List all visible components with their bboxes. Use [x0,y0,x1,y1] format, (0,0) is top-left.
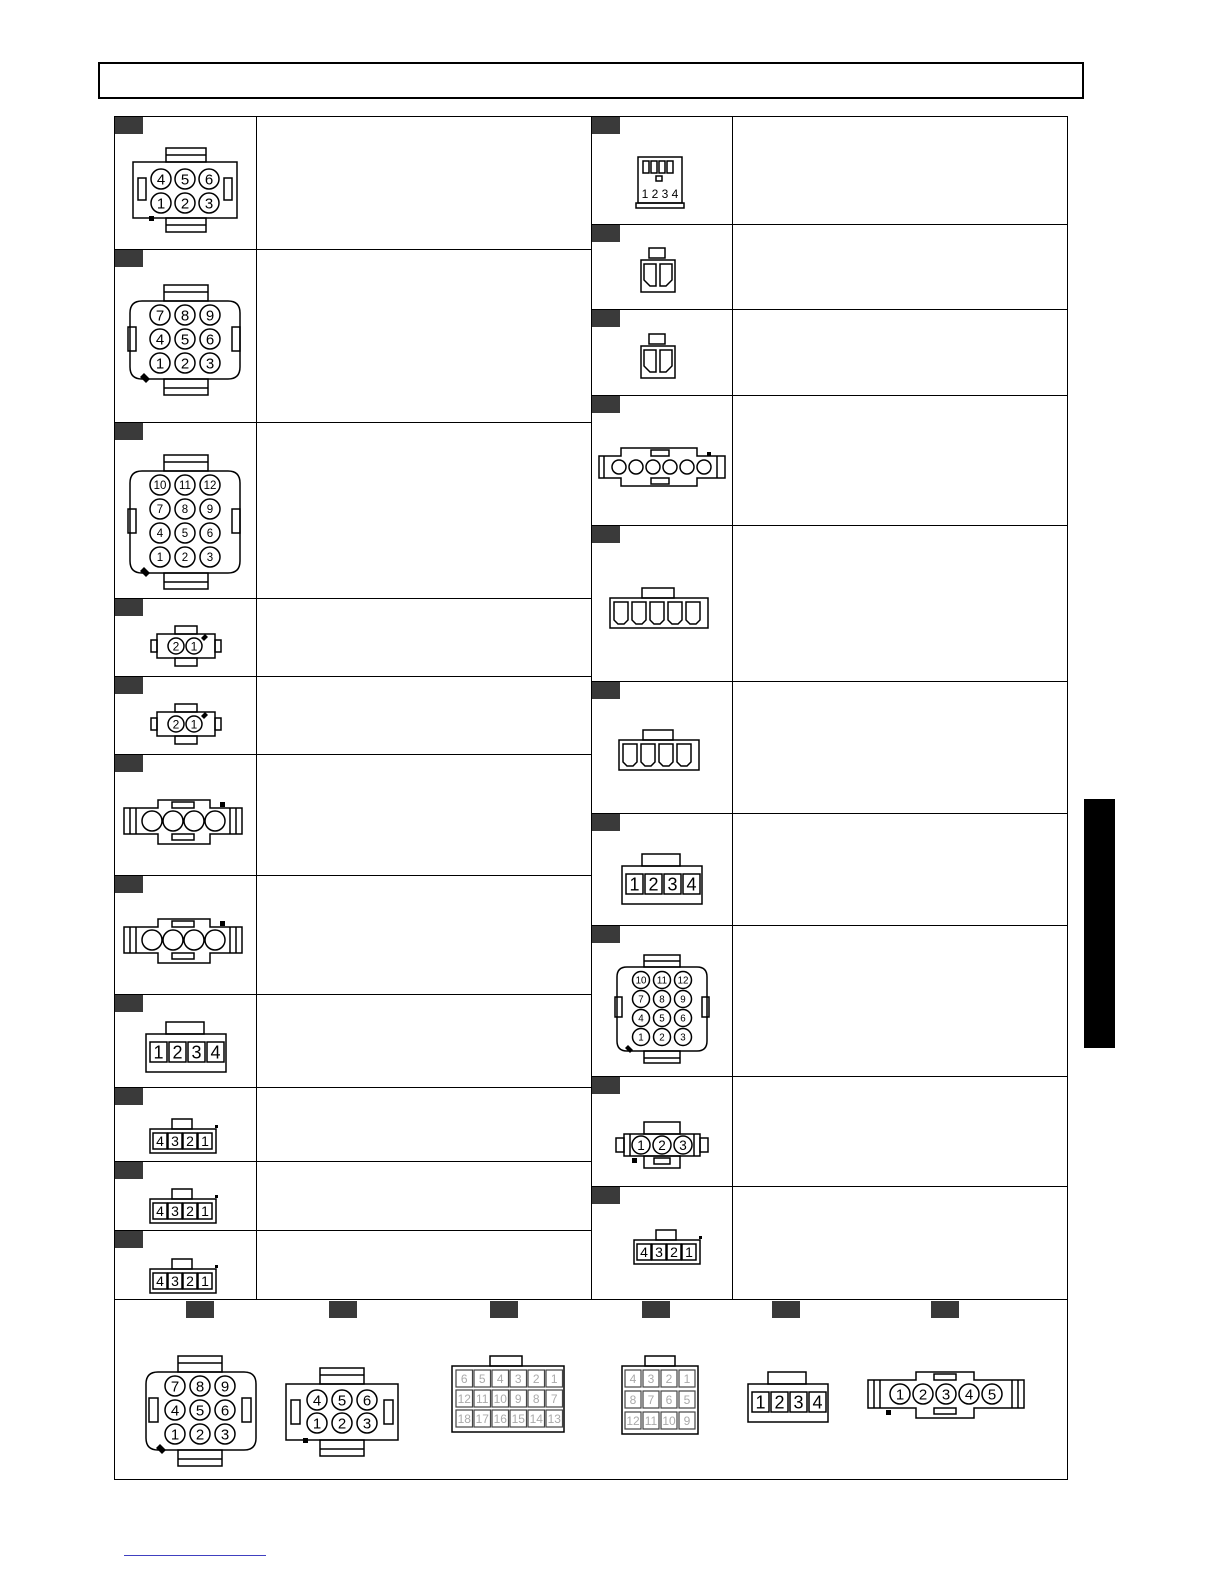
pin-number: 6 [205,331,215,349]
connector-id-tag [329,1301,357,1318]
pin-number: 2 [180,355,190,373]
pin-number: 14 [529,1411,543,1426]
pin-number: 1 [895,1386,905,1404]
connector-id-tag [592,1077,620,1094]
pin-number: 8 [659,994,665,1006]
pin-grid [307,1390,377,1433]
connector-id-tag [772,1301,800,1318]
pin-number: 3 [191,1042,202,1063]
pin-number: 2 [172,639,180,654]
pin-number: 3 [679,1137,687,1153]
connector-2cavity-diagram [638,246,678,296]
pin-number: 11 [476,1391,489,1406]
pin-grid [633,972,692,1046]
connector-id-tag [931,1301,959,1318]
connector-id-tag [115,117,143,134]
pin-number: 3 [514,1371,522,1386]
row-divider [591,1186,1068,1187]
connector-4pin-small-diagram [148,1185,220,1225]
connector-id-tag [592,117,620,134]
pin-grid [153,1133,212,1149]
row-divider [114,598,591,599]
pin-number: 1 [190,639,198,654]
pin-number: 5 [478,1371,486,1386]
pin-number: 8 [195,1378,205,1396]
pin-number: 2 [648,874,659,895]
pin-number: 6 [362,1392,372,1410]
pin-grid [625,1370,695,1429]
connector-id-tag [592,225,620,242]
pin-number: 1 [156,195,166,213]
row-divider [114,249,591,250]
row-divider [114,1087,591,1088]
connector-18pin-grid-diagram [450,1350,568,1436]
pin-number: 1 [155,355,165,373]
page-title-bar [98,62,1084,99]
pin-number: 10 [662,1413,676,1428]
pin-number: 17 [475,1411,489,1426]
connector-9pin-diagram [144,1354,260,1470]
connector-5pin-inline-diagram [866,1370,1028,1420]
pin-number: 3 [793,1392,804,1413]
row-divider [591,224,1068,225]
connector-id-tag [592,1187,620,1204]
pin-number: 10 [635,975,647,987]
pin-number: 4 [156,1203,164,1220]
row-divider [114,676,591,677]
pin-number: 4 [156,528,164,541]
pin-number: 3 [171,1273,179,1290]
pin-grid [153,1203,212,1219]
pin-number: 10 [493,1391,507,1406]
pin-number: 2 [195,1426,205,1444]
pin-number: 9 [206,504,214,517]
pin-number: 3 [667,874,678,895]
pin-number: 4 [312,1392,322,1410]
pin-number: 2 [172,1042,183,1063]
pin-number: 3 [362,1415,372,1433]
pin-number: 16 [493,1411,507,1426]
pin-number: 8 [181,504,189,517]
connector-5cavity-diagram [608,586,710,632]
connector-id-tag [115,677,143,694]
pin-number: 1 [755,1392,766,1413]
pin-number: 15 [511,1411,525,1426]
pin-number: 3 [941,1386,951,1404]
pin-number: 13 [547,1411,561,1426]
connector-id-tag [592,396,620,413]
pin-number: 5 [195,1402,205,1420]
connector-2cavity-diagram [638,332,678,382]
pin-number: 4 [629,1371,637,1386]
pin-number: 7 [155,307,165,325]
pin-grid [632,1136,692,1154]
pin-grid [153,1273,212,1289]
connector-4pin-small-diagram [148,1255,220,1295]
connector-id-tag [592,926,620,943]
pin-number: 1 [685,1244,693,1261]
pin-number: 9 [683,1413,691,1428]
right-image-divider [732,116,733,1300]
connector-12pin-diagram [128,453,244,593]
connector-2pin-diagram [149,624,223,668]
connector-id-tag [115,995,143,1012]
row-divider [114,754,591,755]
pin-number: 1 [170,1426,180,1444]
row-divider [114,1230,591,1231]
pin-number: 2 [337,1415,347,1433]
row-divider [591,925,1068,926]
pin-number: 5 [180,171,190,189]
pin-number: 7 [647,1392,655,1407]
pin-number: 4 [964,1386,974,1404]
pin-grid [165,1376,235,1444]
pin-number: 5 [337,1392,347,1410]
pin-number: 4 [812,1392,823,1413]
row-divider [591,1076,1068,1077]
pin-number: 1 [201,1133,209,1150]
pin-number: 6 [220,1402,230,1420]
pin-grid [168,638,202,654]
pin-number: 3 [655,1244,663,1261]
pin-number: 2 [651,187,659,201]
connector-6way-inline-diagram [597,446,727,488]
connector-id-tag [592,814,620,831]
pin-number: 12 [203,480,217,493]
connector-id-tag [115,1088,143,1105]
pin-number: 3 [661,187,669,201]
pin-number: 1 [637,1137,645,1153]
row-divider [591,309,1068,310]
pin-number: 3 [206,552,214,565]
row-divider [591,813,1068,814]
pin-number: 3 [171,1203,179,1220]
connector-4pin-box-diagram [746,1370,830,1426]
pin-number: 6 [460,1371,468,1386]
pin-number: 7 [550,1391,558,1406]
connector-4way-inline-diagram [122,917,246,965]
pin-number: 12 [626,1413,640,1428]
pin-number: 3 [205,355,215,373]
pin-number: 3 [204,195,214,213]
connector-4pin-small-diagram [148,1115,220,1155]
connector-id-tag [642,1301,670,1318]
connector-4way-inline-diagram [122,798,246,846]
connector-4pin-header-diagram [636,155,686,211]
pin-number: 7 [170,1378,180,1396]
pin-number: 8 [180,307,190,325]
pin-number: 1 [641,187,649,201]
pin-number: 1 [629,874,640,895]
connector-2pin-diagram [149,702,223,746]
connector-4pin-box-diagram [620,852,704,908]
pin-grid [642,187,679,201]
pin-grid [626,874,700,894]
connector-id-tag [115,876,143,893]
connector-id-tag [592,526,620,543]
pin-number: 3 [220,1426,230,1444]
pin-number: 2 [532,1371,540,1386]
pin-number: 1 [201,1273,209,1290]
connector-id-tag [115,423,143,440]
pin-number: 4 [156,171,166,189]
pin-number: 6 [206,528,214,541]
pin-number: 1 [312,1415,322,1433]
pin-number: 2 [186,1133,194,1150]
pin-number: 1 [550,1371,558,1386]
row-divider [591,525,1068,526]
pin-number: 6 [680,1013,686,1025]
pin-number: 12 [677,975,689,987]
row-divider [114,994,591,995]
pin-number: 3 [647,1371,655,1386]
pin-number: 4 [496,1371,504,1386]
pin-number: 5 [683,1392,691,1407]
pin-number: 9 [514,1391,522,1406]
connector-id-tag [115,599,143,616]
row-divider [591,681,1068,682]
pin-number: 2 [186,1203,194,1220]
pin-number: 2 [186,1273,194,1290]
pin-number: 11 [179,480,191,493]
pin-number: 5 [659,1013,665,1025]
pin-number: 11 [656,975,668,987]
connector-id-tag [186,1301,214,1318]
connector-3pin-diagram [614,1120,712,1170]
pin-number: 6 [204,171,214,189]
pin-number: 4 [686,874,697,895]
pin-number: 1 [201,1203,209,1220]
pin-number: 2 [659,1032,665,1044]
pin-number: 5 [181,528,189,541]
pin-grid [150,1042,224,1062]
connector-4cavity-diagram [617,728,701,774]
pin-number: 4 [156,1133,164,1150]
pin-number: 2 [774,1392,785,1413]
pin-number: 4 [156,1273,164,1290]
pin-number: 5 [180,331,190,349]
bottom-band-divider [114,1299,1068,1300]
connector-id-tag [592,310,620,327]
pin-number: 3 [171,1133,179,1150]
pin-number: 2 [665,1371,673,1386]
connector-id-tag [115,755,143,772]
connector-12pin-diagram [615,953,709,1067]
pin-number: 9 [680,994,686,1006]
pin-number: 2 [658,1137,666,1153]
connector-id-tag [115,1231,143,1248]
pin-number: 12 [457,1391,471,1406]
pin-number: 2 [181,552,189,565]
pin-number: 4 [671,187,679,201]
row-divider [114,1161,591,1162]
center-divider [591,116,592,1300]
pin-number: 9 [220,1378,230,1396]
pin-number: 8 [629,1392,637,1407]
connector-12pin-grid-diagram [620,1350,702,1436]
pin-grid [150,305,220,373]
pin-grid [151,169,219,213]
connector-id-tag [592,682,620,699]
pin-number: 7 [638,994,644,1006]
pin-number: 4 [170,1402,180,1420]
pin-number: 8 [532,1391,540,1406]
connector-id-tag [115,250,143,267]
pin-number: 1 [190,717,198,732]
pin-number: 11 [644,1413,658,1428]
connector-id-tag [115,1162,143,1179]
pin-number: 18 [457,1411,471,1426]
pin-number: 7 [156,504,164,517]
left-image-divider [256,116,257,1300]
pin-number: 1 [156,552,164,565]
pin-number: 2 [180,195,190,213]
pin-number: 1 [683,1371,691,1386]
row-divider [114,875,591,876]
pin-number: 9 [205,307,215,325]
connector-6pin-diagram [284,1366,402,1458]
pin-number: 4 [155,331,165,349]
row-divider [114,422,591,423]
pin-grid [752,1392,826,1412]
pin-grid [168,716,202,732]
pin-number: 4 [638,1013,644,1025]
pin-grid [637,1244,696,1260]
pin-number: 3 [680,1032,686,1044]
pin-number: 2 [670,1244,678,1261]
pin-number: 6 [665,1392,673,1407]
connector-4pin-small-diagram [632,1226,704,1266]
pin-grid [150,475,220,567]
pin-number: 1 [153,1042,164,1063]
pin-number: 4 [210,1042,221,1063]
pin-number: 5 [987,1386,997,1404]
pin-number: 2 [172,717,180,732]
pin-number: 4 [640,1244,648,1261]
pin-number: 10 [153,480,167,493]
pin-grid [890,1384,1002,1404]
connector-9pin-diagram [128,283,244,399]
pin-grid [456,1370,563,1427]
section-side-tab [1084,799,1115,1048]
footer-link-underline[interactable] [124,1555,266,1556]
row-divider [591,395,1068,396]
connector-6pin-diagram [130,146,240,234]
pin-number: 1 [638,1032,644,1044]
pin-number: 2 [918,1386,928,1404]
connector-4pin-box-diagram [144,1020,228,1076]
connector-id-tag [490,1301,518,1318]
